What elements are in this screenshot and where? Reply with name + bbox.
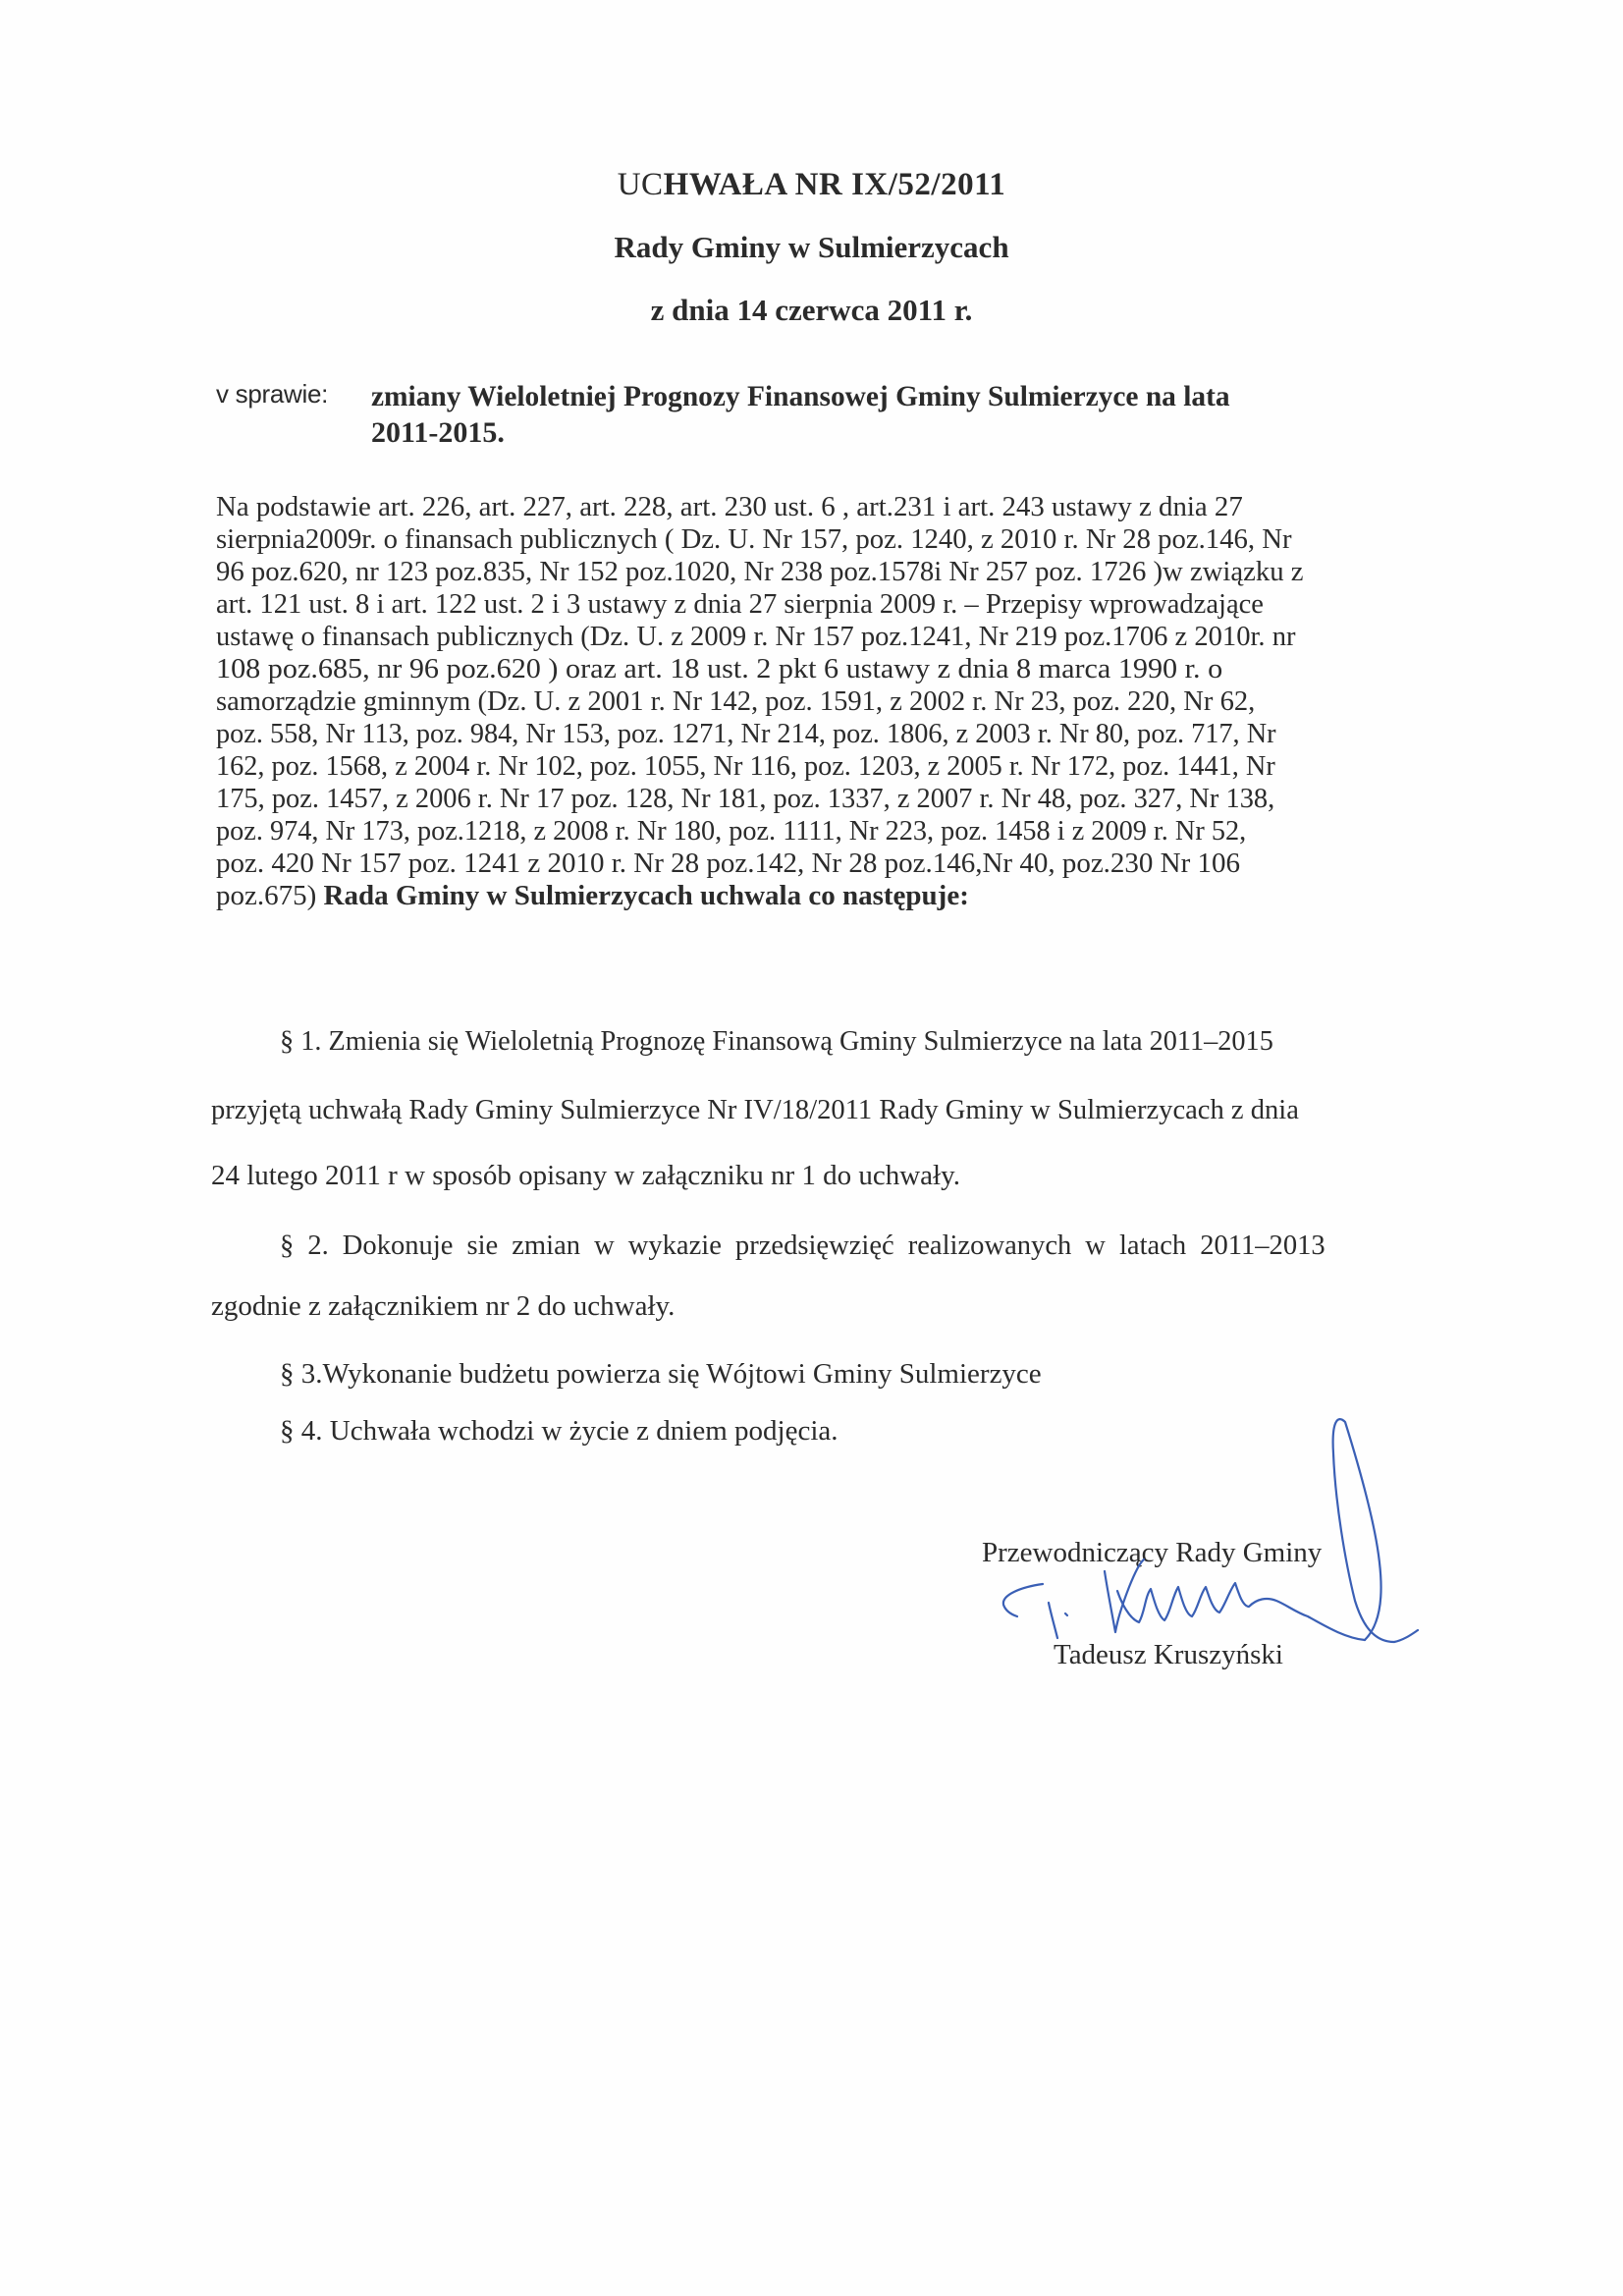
basis-line: samorządzie gminnym (Dz. U. z 2001 r. Nr 142, poz. 1591, z 2002 r. Nr 23, poz. 220, Nr 62,: [216, 685, 1256, 717]
subject-label: v sprawie:: [216, 379, 329, 409]
basis-line: 108 poz.685, nr 96 poz.620 ) oraz art. 18 ust. 2 pkt 6 ustawy z dnia 8 marca 1990 r. o: [216, 653, 1223, 684]
resolution-title-rest: HWAŁA NR IX/52/2011: [663, 167, 1006, 202]
basis-line-final: [216, 882, 969, 910]
basis-line: 96 poz.620, nr 123 poz.835, Nr 152 poz.1020, Nr 238 poz.1578i Nr 257 poz. 1726 )w związku z: [216, 556, 1304, 587]
enacting-clause: Rada Gminy w Sulmierzycach uchwala co następuje:: [323, 880, 969, 911]
paragraph-line: § 2. Dokonuje sie zmian w wykazie przedsięwzięć realizowanych w latach 2011–2013: [280, 1230, 1325, 1261]
basis-line: poz. 558, Nr 113, poz. 984, Nr 153, poz. 1271, Nr 214, poz. 1806, z 2003 r. Nr 80, poz. 717, Nr: [216, 718, 1276, 749]
basis-line: poz. 974, Nr 173, poz.1218, z 2008 r. Nr 180, poz. 1111, Nr 223, poz. 1458 i z 2009 r. Nr 52,: [216, 815, 1247, 847]
paragraph-line: § 1. Zmienia się Wieloletnią Prognozę Finansową Gminy Sulmierzyce na lata 2011–2015: [280, 1025, 1273, 1057]
resolution-title: [0, 169, 1623, 201]
paragraph-line: § 3.Wykonanie budżetu powierza się Wójtowi Gminy Sulmierzyce: [280, 1358, 1042, 1390]
paragraph-line: przyjętą uchwałą Rady Gminy Sulmierzyce Nr IV/18/2011 Rady Gminy w Sulmierzycach z dnia: [211, 1094, 1299, 1125]
subject-line: 2011-2015.: [371, 416, 505, 449]
basis-line: 162, poz. 1568, z 2004 r. Nr 102, poz. 1055, Nr 116, poz. 1203, z 2005 r. Nr 172, poz. 1441, Nr: [216, 750, 1275, 782]
basis-line: ustawę o finansach publicznych (Dz. U. z 2009 r. Nr 157 poz.1241, Nr 219 poz.1706 z 2010r. nr: [216, 621, 1296, 652]
signature-stroke: [1117, 1583, 1365, 1640]
paragraph-line: zgodnie z załącznikiem nr 2 do uchwały.: [211, 1290, 676, 1322]
handwritten-signature: [943, 1394, 1453, 1689]
signature-stroke: [1333, 1419, 1418, 1642]
basis-line: poz. 420 Nr 157 poz. 1241 z 2010 r. Nr 28 poz.142, Nr 28 poz.146,Nr 40, poz.230 Nr 106: [216, 847, 1241, 879]
signature-stroke: [1003, 1584, 1043, 1616]
resolution-title-prefix: UC: [617, 167, 664, 202]
subject-line: zmiany Wieloletniej Prognozy Finansowej Gminy Sulmierzyce na lata: [371, 380, 1230, 412]
council-name: Rady Gminy w Sulmierzycach: [614, 230, 1009, 264]
basis-final-citation: poz.675): [216, 880, 317, 911]
signatory-role: Przewodniczący Rady Gminy: [982, 1537, 1323, 1568]
basis-line: sierpnia2009r. o finansach publicznych ( Dz. U. Nr 157, poz. 1240, z 2010 r. Nr 28 poz.146, Nr: [216, 523, 1292, 555]
paragraph-line: § 4. Uchwała wchodzi w życie z dniem podjęcia.: [280, 1415, 839, 1447]
basis-line: 175, poz. 1457, z 2006 r. Nr 17 poz. 128, Nr 181, poz. 1337, z 2007 r. Nr 48, poz. 327, Nr 138,: [216, 783, 1275, 814]
signature-stroke: [1065, 1613, 1067, 1615]
basis-line: Na podstawie art. 226, art. 227, art. 228, art. 230 ust. 6 , art.231 i art. 243 ustawy z dnia 27: [216, 491, 1243, 522]
signatory-name: Tadeusz Kruszyński: [1054, 1639, 1283, 1670]
resolution-date: z dnia 14 czerwca 2011 r.: [650, 293, 973, 327]
basis-line: art. 121 ust. 8 i art. 122 ust. 2 i 3 ustawy z dnia 27 sierpnia 2009 r. – Przepisy wprowadzające: [216, 588, 1265, 620]
paragraph-line: 24 lutego 2011 r w sposób opisany w załączniku nr 1 do uchwały.: [211, 1160, 960, 1191]
signature-stroke: [1049, 1603, 1057, 1638]
